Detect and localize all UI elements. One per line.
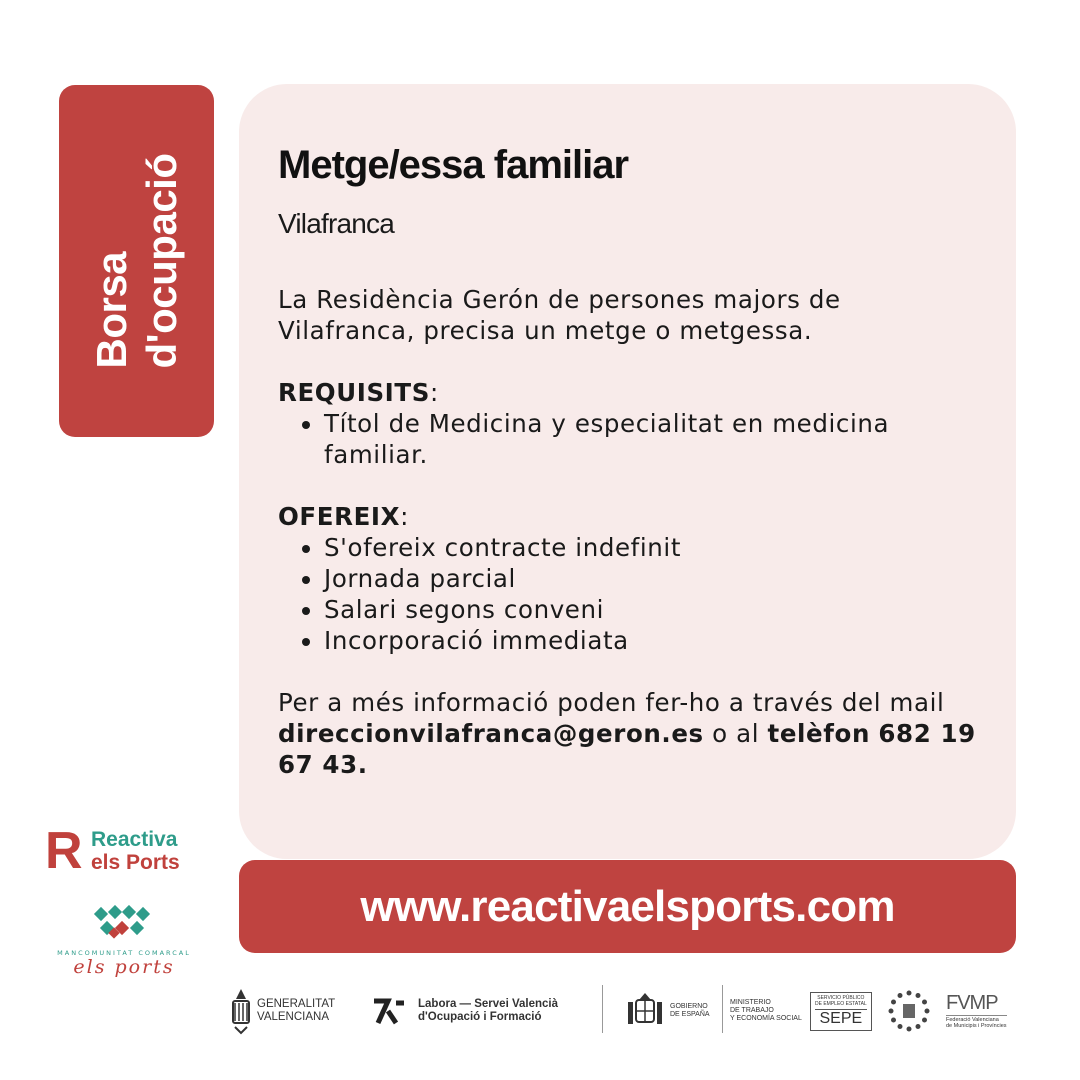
mancomunitat-emblem-icon [92, 905, 156, 943]
ministerio-line1: MINISTERIO [730, 999, 771, 1006]
job-title: Metge/essa familiar [278, 143, 629, 187]
spain-coat-of-arms-icon [626, 990, 664, 1032]
ministerio-line2: DE TRABAJO [730, 1007, 774, 1014]
mancomunitat-comarcal-text: MANCOMUNITAT COMARCAL [57, 949, 191, 957]
ministerio-trabajo-logo [730, 983, 802, 1039]
gobierno-espana-logo [626, 983, 710, 1039]
contact-info [278, 687, 978, 780]
job-intro: La Residència Gerón de persones majors de Vilafranca, precisa un metge o metgessa. [278, 285, 841, 345]
borsa-ocupacio-label [87, 153, 187, 368]
reactiva-els-ports-logo [45, 822, 205, 880]
requirements-heading: REQUISITS [278, 378, 430, 407]
ocupacio-line: d'ocupació [137, 153, 185, 369]
gobierno-line: GOBIERNO [670, 1003, 708, 1010]
contact-email[interactable]: direccionvilafranca@geron.es [278, 719, 704, 748]
requirements-list [278, 408, 978, 470]
job-description [278, 284, 978, 780]
contact-phone-label: telèfon [767, 719, 871, 748]
offers-list [278, 532, 978, 656]
offers-heading: OFEREIX [278, 502, 401, 531]
offer-item: • Jornada parcial [324, 563, 978, 594]
website-url[interactable]: www.reactivaelsports.com [360, 881, 895, 931]
website-banner[interactable] [239, 860, 1016, 953]
fvmp-line2: de Municipis i Províncies [946, 1023, 1007, 1029]
contact-middle: o al [703, 719, 768, 748]
sponsor-logos-bar [226, 983, 1036, 1039]
generalitat-crest-icon [230, 987, 252, 1035]
job-location: Vilafranca [278, 208, 395, 239]
contact-phone[interactable]: 682 19 67 43. [278, 719, 976, 779]
de-espana-line: DE ESPAÑA [670, 1011, 710, 1018]
mancomunitat-logo [36, 905, 212, 980]
contact-prefix: Per a més informació poden fer-ho a través del mail [278, 688, 945, 717]
offer-item: • S'ofereix contracte indefinit [324, 532, 978, 563]
sponsor-divider [722, 985, 723, 1033]
sponsor-divider [602, 985, 603, 1033]
offers-heading-line: OFEREIX: [278, 502, 409, 531]
sepe-small-line2: DE EMPLEO ESTATAL [815, 1000, 867, 1007]
reactiva-word: Reactiva [91, 828, 178, 851]
eu-stars-icon [886, 988, 932, 1034]
fvmp-line1: Federació Valenciana [946, 1016, 999, 1023]
generalitat-valenciana-logo [230, 983, 335, 1039]
fvmp-logo [886, 983, 1007, 1039]
generalitat-line: GENERALITAT [257, 998, 336, 1010]
labora-line1: Labora — Servei Valencià [418, 998, 558, 1010]
reactiva-r-icon: R [45, 822, 83, 880]
offer-item: • Salari segons conveni [324, 594, 978, 625]
sepe-logo [810, 983, 872, 1039]
ministerio-line3: Y ECONOMÍA SOCIAL [730, 1015, 802, 1022]
labora-icon [370, 993, 408, 1029]
requirement-item: • Títol de Medicina y especialitat en medicina familiar. [324, 408, 978, 470]
sepe-name: SEPE [815, 1009, 867, 1028]
els-ports-word: els Ports [91, 851, 180, 874]
requirements-heading-line: REQUISITS: [278, 378, 439, 407]
borsa-line: Borsa [87, 251, 135, 369]
labora-logo [370, 983, 558, 1039]
sepe-small-line1: SERVICIO PÚBLICO [817, 994, 865, 1001]
labora-line2: d'Ocupació i Formació [418, 1011, 542, 1023]
borsa-ocupacio-tab [59, 85, 214, 437]
offer-item: • Incorporació immediata [324, 625, 978, 656]
valenciana-line: VALENCIANA [257, 1011, 330, 1023]
els-ports-script-text: els ports [73, 956, 175, 978]
fvmp-name: FVMP [946, 991, 998, 1014]
